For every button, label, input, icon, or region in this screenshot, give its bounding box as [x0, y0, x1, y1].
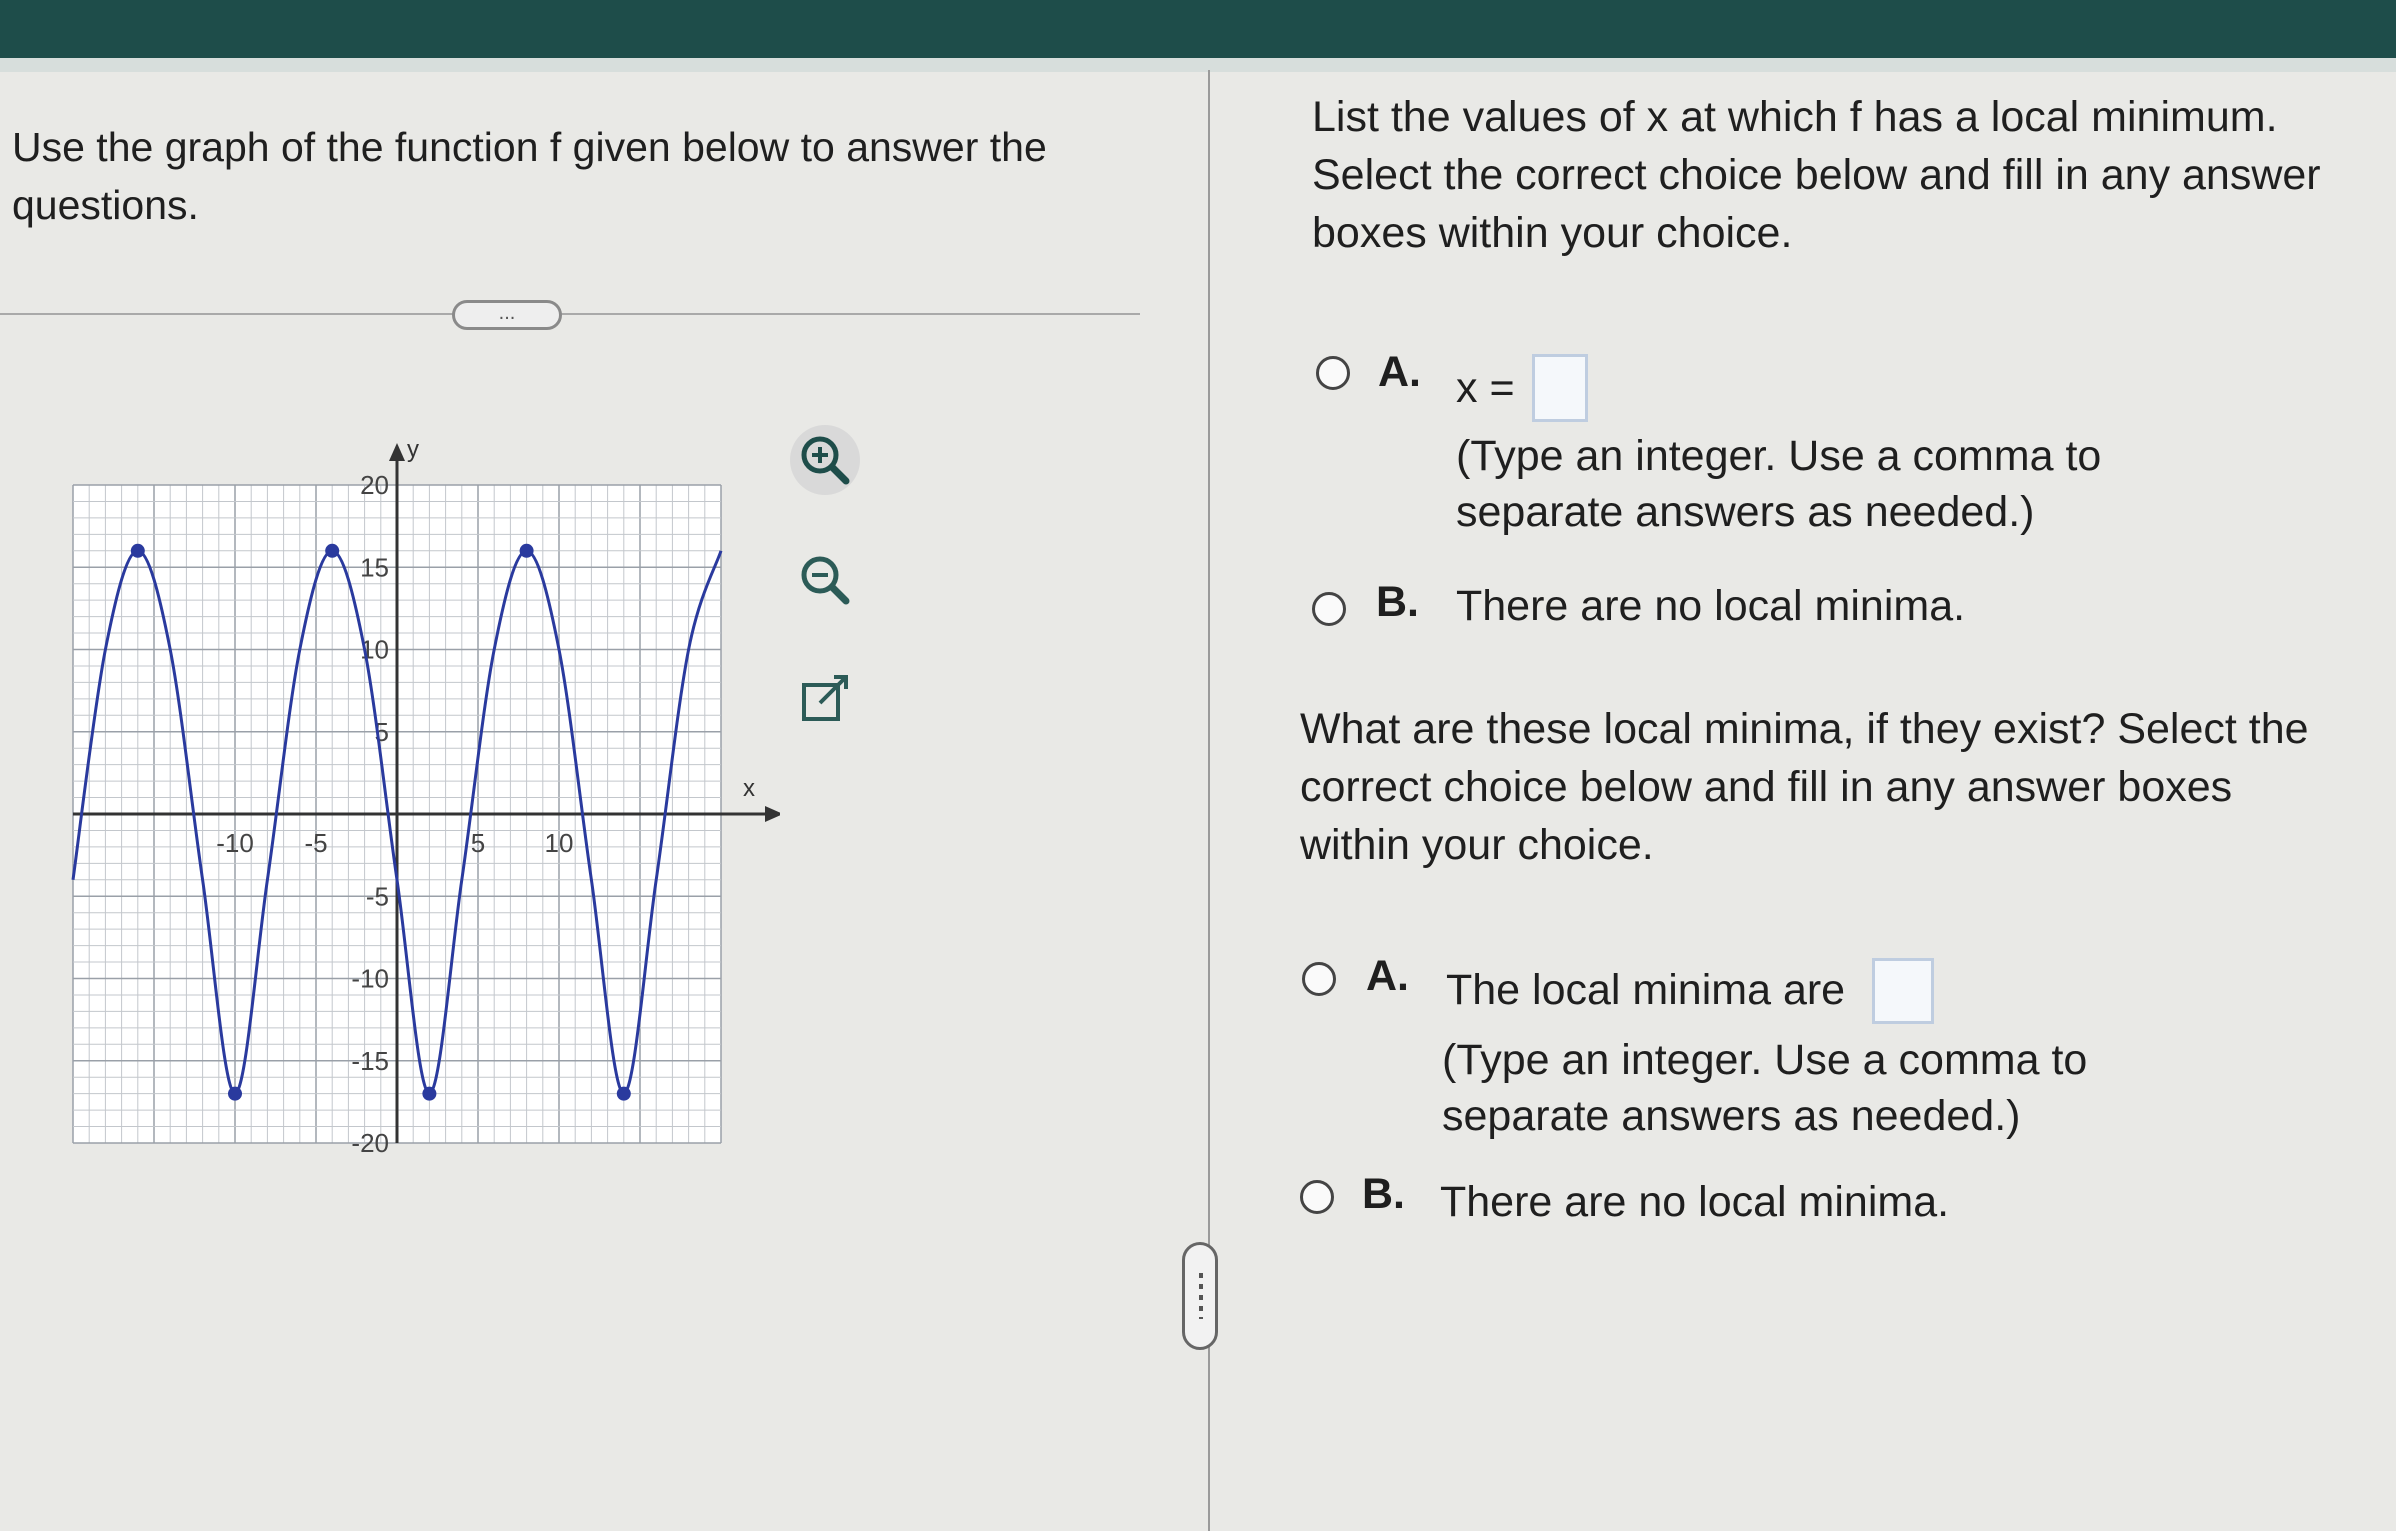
question-1-text: List the values of x at which f has a local minimum. Select the correct choice below and fill in any answer boxes within your choice. — [1312, 93, 2321, 257]
panel-resize-handle[interactable] — [1182, 1242, 1218, 1350]
extremum-point — [228, 1087, 242, 1101]
q2-choice-b-text: There are no local minima. — [1440, 1178, 1950, 1226]
y-tick-label: -20 — [351, 1128, 389, 1158]
y-tick-label: -15 — [351, 1045, 389, 1076]
q1-choice-b-letter: B. — [1376, 578, 1419, 626]
q1-choice-a-radio[interactable] — [1316, 356, 1350, 390]
q2-choice-a-text: The local minima are — [1446, 966, 1846, 1014]
zoom-in-button[interactable] — [790, 425, 860, 495]
q2-choice-b-letter: B. — [1362, 1170, 1405, 1218]
more-button[interactable]: ... — [452, 300, 562, 330]
q2-choice-a-hint: (Type an integer. Use a comma to separate answers as needed.) — [1442, 1036, 2088, 1140]
question-2-text: What are these local minima, if they exist? Select the correct choice below and fill in any answer boxes within your choice. — [1300, 705, 2309, 869]
x-axis-label: x — [743, 775, 755, 802]
graph — [60, 420, 780, 1165]
q1-choice-a-letter: A. — [1378, 348, 1421, 396]
zoom-out-button[interactable] — [790, 545, 860, 615]
y-axis-label: y — [407, 436, 419, 463]
x-tick-label: 5 — [470, 828, 486, 858]
y-tick-label: 5 — [374, 716, 389, 747]
q2-choice-a-radio[interactable] — [1302, 962, 1336, 996]
drag-dots-icon — [1199, 1273, 1203, 1319]
x-axis-arrow — [765, 806, 780, 822]
extremum-point — [520, 544, 534, 558]
extremum-point — [617, 1087, 631, 1101]
top-bar-edge — [0, 58, 2396, 72]
q1-choice-b-radio[interactable] — [1312, 592, 1346, 626]
q2-choice-a-letter: A. — [1366, 952, 1409, 1000]
x-tick-label: -10 — [216, 828, 254, 858]
zoom-out-icon — [790, 545, 860, 615]
popout-button[interactable] — [790, 665, 860, 735]
separator-line — [0, 313, 1140, 315]
left-prompt: Use the graph of the function f given below to answer the questions. — [12, 124, 1047, 228]
q1-answer-box[interactable] — [1532, 354, 1588, 422]
extremum-point — [422, 1087, 436, 1101]
y-tick-label: -10 — [351, 963, 389, 994]
y-axis-arrow — [389, 443, 405, 461]
y-tick-label: 20 — [360, 470, 389, 500]
function-graph — [60, 420, 780, 1160]
q2-choice-b-radio[interactable] — [1300, 1180, 1334, 1214]
q1-choice-b-text: There are no local minima. — [1456, 582, 1966, 630]
y-tick-label: 10 — [360, 634, 389, 665]
q2-answer-box[interactable] — [1872, 958, 1934, 1024]
zoom-in-icon — [790, 425, 860, 495]
extremum-point — [325, 544, 339, 558]
extremum-point — [131, 544, 145, 558]
popout-icon — [790, 665, 860, 735]
q1-choice-a-prefix: x = — [1456, 364, 1515, 412]
x-tick-label: 10 — [544, 828, 574, 858]
x-tick-label: -5 — [304, 828, 328, 858]
y-tick-label: 15 — [360, 552, 389, 583]
y-tick-label: -5 — [365, 881, 389, 912]
q1-choice-a-hint: (Type an integer. Use a comma to separate answers as needed.) — [1456, 432, 2102, 536]
